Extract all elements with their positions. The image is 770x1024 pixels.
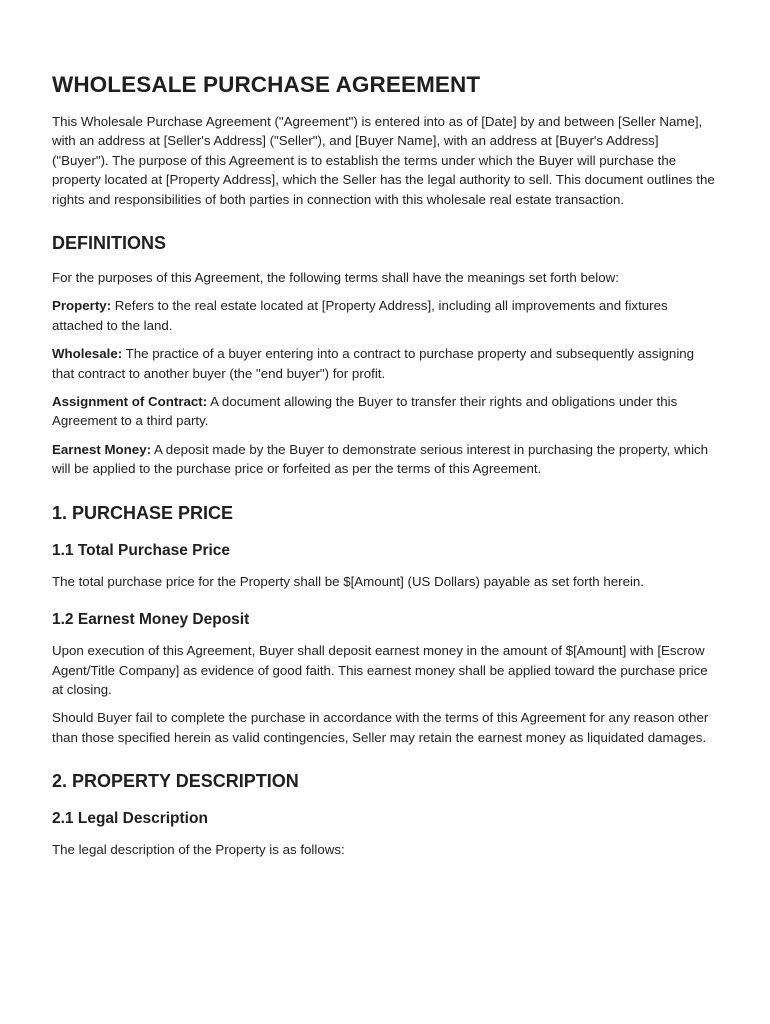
section-1-heading: 1. PURCHASE PRICE <box>52 502 234 523</box>
section-2-1-heading: 2.1 Legal Description <box>52 810 208 828</box>
section-1-1-heading: 1.1 Total Purchase Price <box>52 541 231 559</box>
definition-text: Refers to the real estate located at [Property Address], including all improvements and fixtures attached to the land. <box>52 298 668 333</box>
section-2-heading: 2. PROPERTY DESCRIPTION <box>52 771 299 792</box>
definition-text: The practice of a buyer entering into a contract to purchase property and subsequently assigning that contract to another buyer (the "end buyer") for profit. <box>52 346 695 381</box>
definition-term: Property: <box>52 298 112 314</box>
definition-wholesale <box>52 344 718 383</box>
intro-paragraph: This Wholesale Purchase Agreement ("Agreement") is entered into as of [Date] by and between [Seller Name], with an address at [Seller's Address] ("Seller"), and [Buyer Name], with an address at [Buyer's Address] ("Buyer"). The purpose of this Agreement is to establish the terms under which the Buyer will purchase the property located at [Property Address], which the Seller has the legal authority to sell. This document outlines the rights and responsibilities of both parties in connection with this wholesale real estate transaction. <box>52 114 715 207</box>
definition-earnest-money <box>52 440 718 479</box>
definition-term: Wholesale: <box>52 346 123 362</box>
definitions-lead: For the purposes of this Agreement, the following terms shall have the meanings set forth below: <box>52 270 619 286</box>
definition-text: A deposit made by the Buyer to demonstrate serious interest in purchasing the property, which will be applied to the purchase price or forfeited as per the terms of this Agreement. <box>52 441 709 477</box>
definition-assignment <box>52 392 718 431</box>
definition-term: Earnest Money: <box>52 441 152 457</box>
section-2-1-text: The legal description of the Property is as follows: <box>52 842 345 858</box>
definition-text: A document allowing the Buyer to transfer their rights and obligations under this Agreement to a third party. <box>52 394 678 429</box>
section-1-2-paragraph-1: Upon execution of this Agreement, Buyer shall deposit earnest money in the amount of $[Amount] with [Escrow Agent/Title Company] as evidence of good faith. This earnest money shall be applied toward the purchase price at closing. <box>52 643 708 697</box>
definitions-heading: DEFINITIONS <box>52 233 167 254</box>
definition-term: Assignment of Contract: <box>52 394 208 410</box>
definition-property <box>52 296 718 335</box>
section-1-2-paragraph-2: Should Buyer fail to complete the purchase in accordance with the terms of this Agreement for any reason other than those specified herein as valid contingencies, Seller may retain the earnest money as liquidated damages. <box>52 710 709 745</box>
document-title: WHOLESALE PURCHASE AGREEMENT <box>52 72 481 97</box>
section-1-2-heading: 1.2 Earnest Money Deposit <box>52 611 250 629</box>
section-1-1-text: The total purchase price for the Property shall be $[Amount] (US Dollars) payable as set forth herein. <box>52 573 645 589</box>
